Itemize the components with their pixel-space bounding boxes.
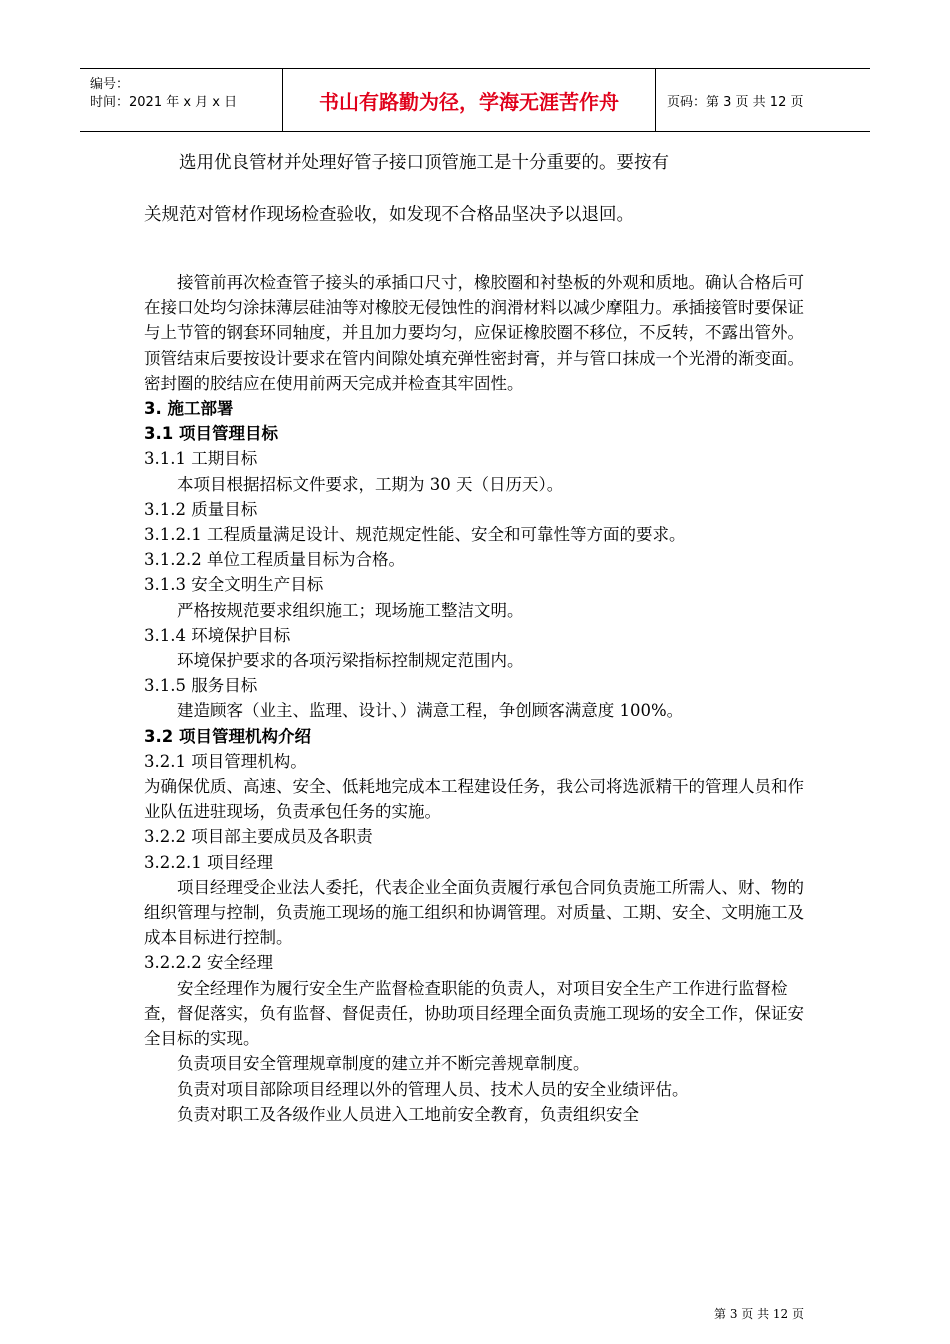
paragraph: 3.1.2.1 工程质量满足设计、规范规定性能、安全和可靠性等方面的要求。 <box>144 525 686 545</box>
paragraph: 3.1.4 环境保护目标 <box>144 625 291 645</box>
paragraph: 3.2.2 项目部主要成员及各职责 <box>144 827 373 847</box>
paragraph: 负责对项目部除项目经理以外的管理人员、技术人员的安全业绩评估。 <box>177 1079 689 1099</box>
paragraph: 严格按规范要求组织施工；现场施工整洁文明。 <box>177 600 524 620</box>
section-heading: 3.2 项目管理机构介绍 <box>144 726 311 746</box>
section-heading: 3. 施工部署 <box>144 399 234 419</box>
header-motto: 书山有路勤为径，学海无涯苦作舟 <box>319 89 619 114</box>
header-meta <box>80 69 282 131</box>
paragraph: 3.1.5 服务目标 <box>144 676 258 696</box>
paragraph: 负责项目安全管理规章制度的建立并不断完善规章制度。 <box>177 1054 590 1074</box>
paragraph: 3.1.1 工期目标 <box>144 449 258 469</box>
header-motto-cell <box>282 69 656 131</box>
document-time-label: 时间：2021 年 x 月 x 日 <box>90 95 238 110</box>
intro-line-1: 选用优良管材并处理好管子接口顶管施工是十分重要的。要按有 <box>179 153 669 173</box>
section-heading: 3.1 项目管理目标 <box>144 424 278 444</box>
paragraph: 3.2.1 项目管理机构。 <box>144 751 307 771</box>
paragraph: 项目经理受企业法人委托，代表企业全面负责履行承包合同负责施工所需人、财、物的组织管理与控制，负责施工现场的施工组织和协调管理。对质量、工期、安全、文明施工及成本目标进行控制。 <box>144 877 804 948</box>
paragraph: 负责对职工及各级作业人员进入工地前安全教育，负责组织安全 <box>177 1104 639 1124</box>
page-footer: 第 3 页 共 12 页 <box>714 1307 804 1321</box>
document-number-label: 编号： <box>90 77 130 92</box>
intro-line-2: 关规范对管材作现场检查验收，如发现不合格品坚决予以退回。 <box>144 205 634 225</box>
paragraph: 3.1.2.2 单位工程质量目标为合格。 <box>144 550 405 570</box>
paragraph-list <box>144 270 816 1127</box>
paragraph: 3.2.2.2 安全经理 <box>144 953 273 973</box>
document-body <box>144 150 816 1127</box>
paragraph: 3.1.3 安全文明生产目标 <box>144 575 324 595</box>
paragraph: 环境保护要求的各项污梁指标控制规定范围内。 <box>177 651 524 671</box>
paragraph: 3.2.2.1 项目经理 <box>144 852 273 872</box>
paragraph: 安全经理作为履行安全生产监督检查职能的负责人，对项目安全生产工作进行监督检查，督促落实，负有监督、督促责任，协助项目经理全面负责施工现场的安全工作，保证安全目标的实现。 <box>144 978 804 1049</box>
page-header <box>80 68 870 132</box>
paragraph: 建造顾客（业主、监理、设计、）满意工程，争创顾客满意度 100%。 <box>177 701 684 721</box>
paragraph: 接管前再次检查管子接头的承插口尺寸，橡胶圈和衬垫板的外观和质地。确认合格后可在接口处均匀涂抹薄层硅油等对橡胶无侵蚀性的润滑材料以减少摩阻力。承插接管时要保证与上节管的钢套环同轴度，并且加力要均匀，应保证橡胶圈不移位，不反转，不露出管外。顶管结束后要按设计要求在管内间隙处填充弹性密封膏，并与管口抹成一个光滑的渐变面。密封圈的胶结应在使用前两天完成并检查其牢固性。 <box>144 273 804 393</box>
paragraph: 3.1.2 质量目标 <box>144 499 258 519</box>
paragraph: 为确保优质、高速、安全、低耗地完成本工程建设任务，我公司将选派精干的管理人员和作业队伍进驻现场，负责承包任务的实施。 <box>144 777 804 822</box>
paragraph: 本项目根据招标文件要求，工期为 30 天（日历天）。 <box>177 474 564 494</box>
header-page-code: 页码：第 3 页 共 12 页 <box>667 94 804 110</box>
